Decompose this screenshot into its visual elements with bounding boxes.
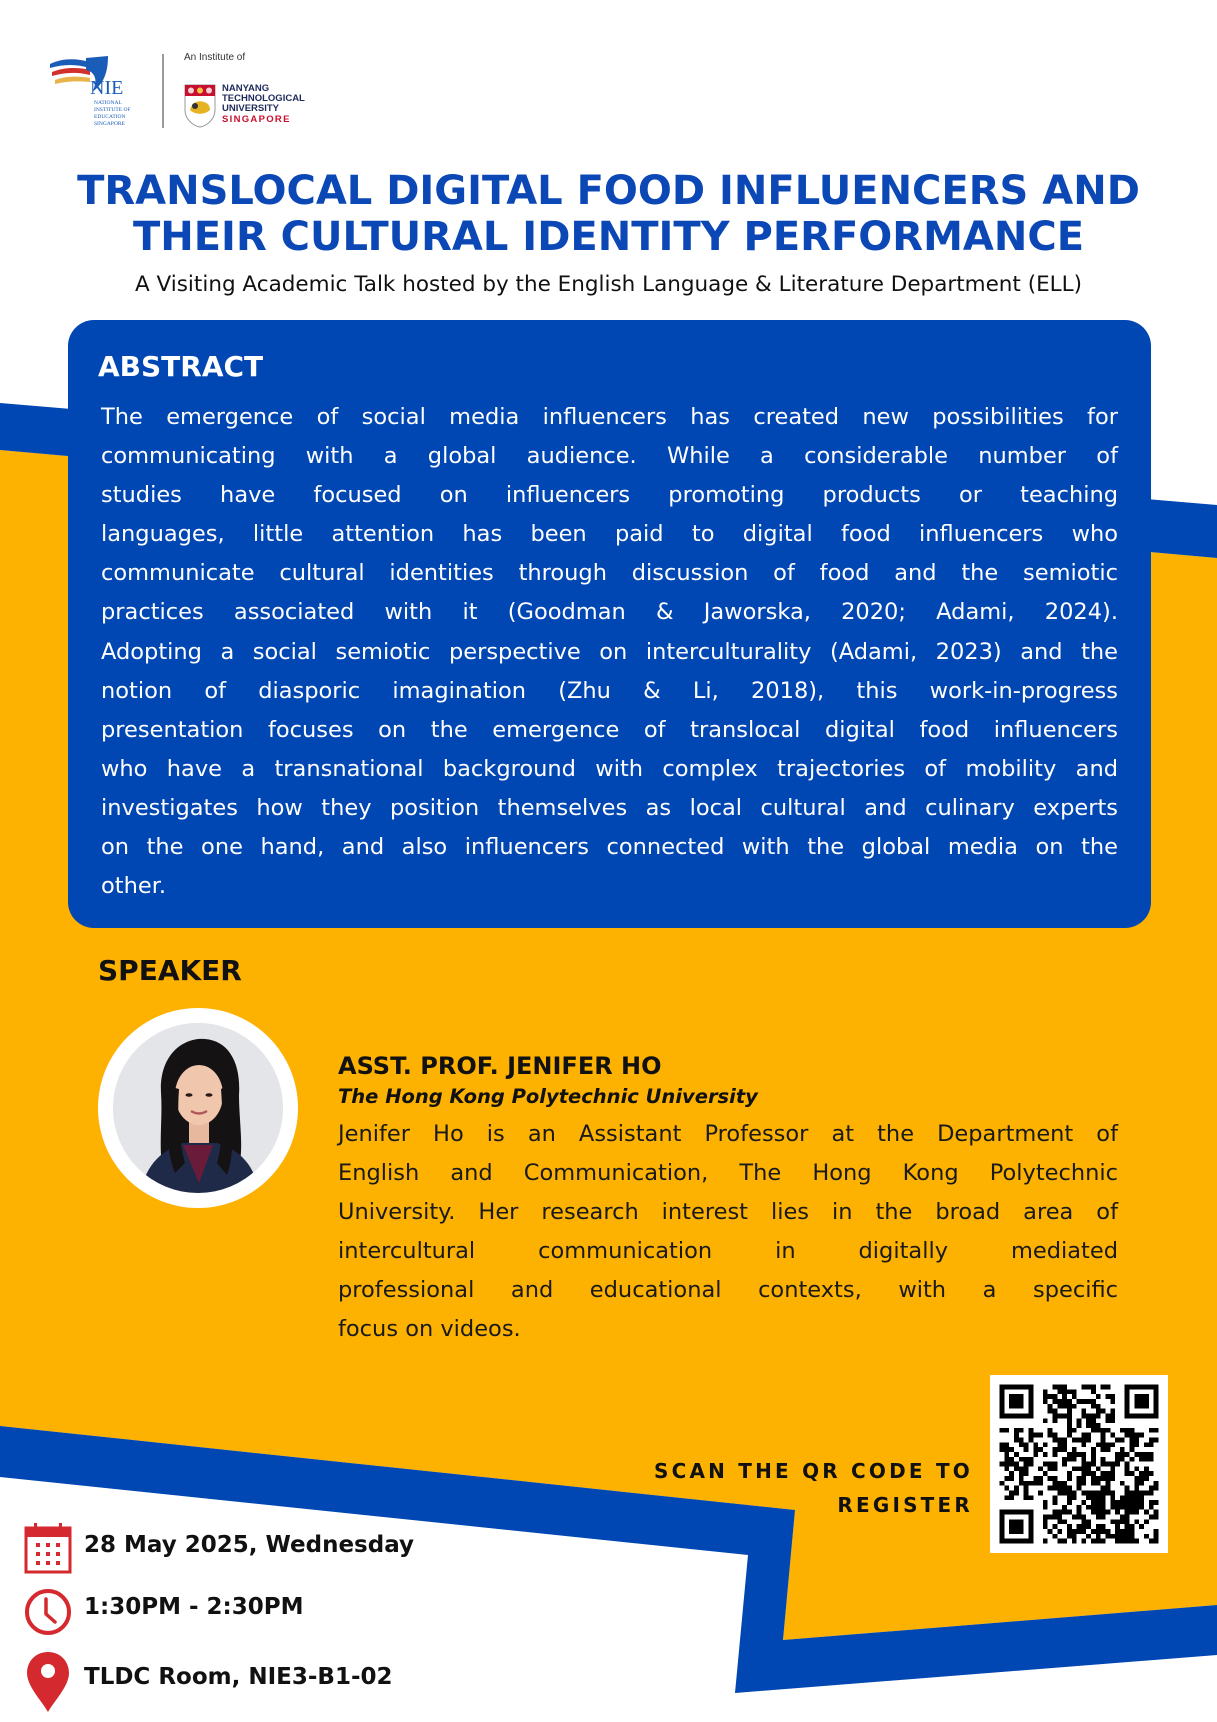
- ntu-country: SINGAPORE: [222, 114, 291, 125]
- abstract-line: Adopting a social semiotic perspective on interculturality (Adami, 2023) and the: [101, 638, 1118, 665]
- speaker-heading: SPEAKER: [98, 954, 242, 987]
- cta-line-2: REGISTER: [837, 1493, 973, 1517]
- abstract-line: practices associated with it (Goodman & Jaworska, 2020; Adami, 2024).: [101, 599, 1118, 626]
- ntu-wordmark: [222, 84, 305, 125]
- svg-text:NATIONAL: NATIONAL: [94, 100, 122, 106]
- abstract-line: communicating with a global audience. While a considerable number of: [101, 443, 1118, 470]
- qr-code-icon: [990, 1375, 1168, 1553]
- title-line-1: TRANSLOCAL DIGITAL FOOD INFLUENCERS AND: [77, 168, 1140, 214]
- ntu-line-2: TECHNOLOGICAL: [222, 93, 305, 104]
- svg-text:SINGAPORE: SINGAPORE: [94, 121, 125, 127]
- abstract-line: languages, little attention has been paid to digital food influencers who: [101, 521, 1118, 548]
- bio-line: University. Her research interest lies in the broad area of: [338, 1199, 1118, 1226]
- ntu-crest-icon: [184, 84, 216, 128]
- registration-qr-code[interactable]: [990, 1375, 1168, 1553]
- bio-line: intercultural communication in digitally mediated: [338, 1238, 1118, 1265]
- speaker-bio: [338, 1115, 1118, 1350]
- speaker-avatar: [113, 1023, 283, 1193]
- cta-line-1: SCAN THE QR CODE TO: [654, 1459, 973, 1483]
- abstract-line: presentation focuses on the emergence of translocal digital food influencers: [101, 716, 1118, 743]
- bio-line: Jenifer Ho is an Assistant Professor at the Department of: [338, 1121, 1118, 1147]
- event-venue: TLDC Room, NIE3-B1-02: [84, 1664, 393, 1690]
- event-time: 1:30PM - 2:30PM: [84, 1594, 304, 1620]
- calendar-icon: [24, 1522, 72, 1574]
- page-title: [0, 168, 1217, 260]
- nie-logo: [46, 54, 146, 132]
- abstract-line: studies have focused on influencers promoting products or teaching: [101, 482, 1118, 509]
- bio-line: English and Communication, The Hong Kong Polytechnic: [338, 1160, 1118, 1187]
- abstract-body: [101, 398, 1118, 906]
- svg-text:EDUCATION: EDUCATION: [94, 114, 126, 120]
- subtitle: A Visiting Academic Talk hosted by the English Language & Literature Department (ELL): [134, 272, 1083, 297]
- event-date: 28 May 2025, Wednesday: [84, 1532, 415, 1558]
- abstract-line: who have a transnational background with complex trajectories of mobility and: [101, 755, 1118, 782]
- register-cta: [560, 1454, 973, 1522]
- abstract-line: The emergence of social media influencers has created new possibilities for: [101, 404, 1118, 430]
- location-pin-icon: [24, 1650, 72, 1714]
- institute-of-label: An Institute of: [184, 52, 246, 63]
- abstract-line: other.: [101, 873, 167, 900]
- ntu-line-3: UNIVERSITY: [222, 103, 280, 114]
- bio-line: focus on videos.: [338, 1316, 521, 1343]
- svg-text:INSTITUTE OF: INSTITUTE OF: [94, 107, 131, 113]
- ntu-line-1: NANYANG: [222, 83, 270, 94]
- clock-icon: [24, 1586, 72, 1638]
- title-line-2: THEIR CULTURAL IDENTITY PERFORMANCE: [132, 214, 1085, 260]
- abstract-line: on the one hand, and also influencers connected with the global media on the: [101, 834, 1118, 861]
- svg-text:NIE: NIE: [90, 77, 124, 99]
- speaker-photo: [113, 1023, 283, 1193]
- abstract-line: notion of diasporic imagination (Zhu & Li, 2018), this work-in-progress: [101, 677, 1118, 704]
- logo-divider: [162, 54, 164, 128]
- abstract-line: investigates how they position themselves as local cultural and culinary experts: [101, 794, 1118, 821]
- abstract-heading: ABSTRACT: [98, 350, 264, 383]
- abstract-line: communicate cultural identities through discussion of food and the semiotic: [101, 560, 1118, 587]
- bio-line: professional and educational contexts, with a specific: [338, 1277, 1118, 1304]
- speaker-name: ASST. PROF. JENIFER HO: [338, 1052, 662, 1080]
- speaker-affiliation: The Hong Kong Polytechnic University: [338, 1085, 758, 1108]
